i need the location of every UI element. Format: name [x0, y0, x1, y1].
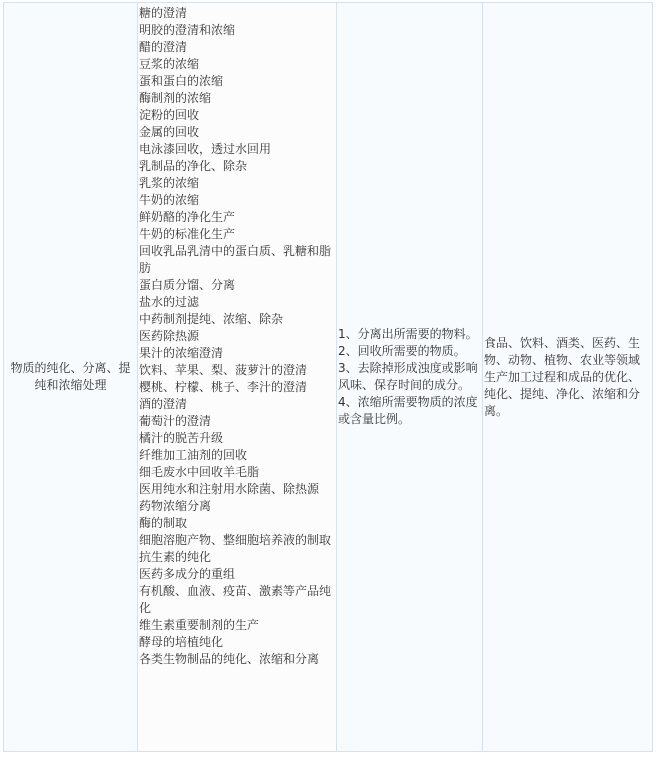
application-item: 果汁的浓缩澄清 [139, 346, 224, 360]
application-item: 中药制剂提纯、浓缩、除杂 [139, 312, 284, 326]
application-item: 鲜奶酪的净化生产 [139, 210, 236, 224]
purpose-item: 4、浓缩所需要物质的浓度或含量比例。 [338, 395, 478, 426]
application-item: 牛奶的标准化生产 [139, 227, 236, 241]
application-item: 医药除热源 [139, 329, 200, 343]
application-item: 盐水的过滤 [139, 295, 200, 309]
application-item: 各类生物制品的纯化、浓缩和分离 [139, 652, 320, 666]
table-row [4, 3, 653, 752]
purposes-cell [337, 3, 483, 752]
purpose-item: 2、回收所需要的物质。 [338, 344, 466, 358]
application-item: 乳浆的浓缩 [139, 176, 200, 190]
membrane-application-table [3, 2, 653, 752]
application-item: 酵母的培植纯化 [139, 635, 224, 649]
application-item: 酶制剂的浓缩 [139, 91, 212, 105]
application-item: 明胶的澄清和浓缩 [139, 23, 236, 37]
industries-cell: 食品、饮料、酒类、医药、生物、动物、植物、农业等领域生产加工过程和成品的优化、纯化、提纯、净化、浓缩和分离。 [483, 3, 653, 752]
application-item: 酒的澄清 [139, 397, 188, 411]
application-item: 蛋和蛋白的浓缩 [139, 74, 224, 88]
application-item: 纤维加工油剂的回收 [139, 448, 248, 462]
applications-cell [138, 3, 337, 752]
application-item: 医用纯水和注射用水除菌、除热源 [139, 482, 320, 496]
application-item: 蛋白质分馏、分离 [139, 278, 236, 292]
application-item: 饮料、苹果、梨、菠萝汁的澄清 [139, 363, 308, 377]
application-item: 醋的澄清 [139, 40, 188, 54]
application-item: 酶的制取 [139, 516, 188, 530]
application-item: 乳制品的净化、除杂 [139, 159, 248, 173]
application-item: 药物浓缩分离 [139, 499, 212, 513]
application-item: 细毛废水中回收羊毛脂 [139, 465, 260, 479]
application-item: 葡萄汁的澄清 [139, 414, 212, 428]
application-item: 细胞溶胞产物、整细胞培养液的制取 [139, 533, 332, 547]
application-item: 回收乳品乳清中的蛋白质、乳糖和脂肪 [139, 244, 332, 275]
application-item: 电泳漆回收，透过水回用 [139, 142, 272, 156]
application-item: 豆浆的浓缩 [139, 57, 200, 71]
application-item: 抗生素的纯化 [139, 550, 212, 564]
application-item: 金属的回收 [139, 125, 200, 139]
purpose-item: 3、去除掉形成浊度或影响风味、保存时间的成分。 [338, 361, 478, 392]
application-item: 牛奶的浓缩 [139, 193, 200, 207]
application-item: 糖的澄清 [139, 6, 188, 20]
purpose-item: 1、分离出所需要的物料。 [338, 327, 478, 341]
category-cell: 物质的纯化、分离、提纯和浓缩处理 [4, 3, 138, 752]
application-item: 有机酸、血液、疫苗、激素等产品纯化 [139, 584, 332, 615]
application-item: 维生素重要制剂的生产 [139, 618, 260, 632]
application-item: 医药多成分的重组 [139, 567, 236, 581]
application-item: 淀粉的回收 [139, 108, 200, 122]
application-item: 樱桃、柠檬、桃子、李汁的澄清 [139, 380, 308, 394]
application-item: 橘汁的脱苦升级 [139, 431, 224, 445]
